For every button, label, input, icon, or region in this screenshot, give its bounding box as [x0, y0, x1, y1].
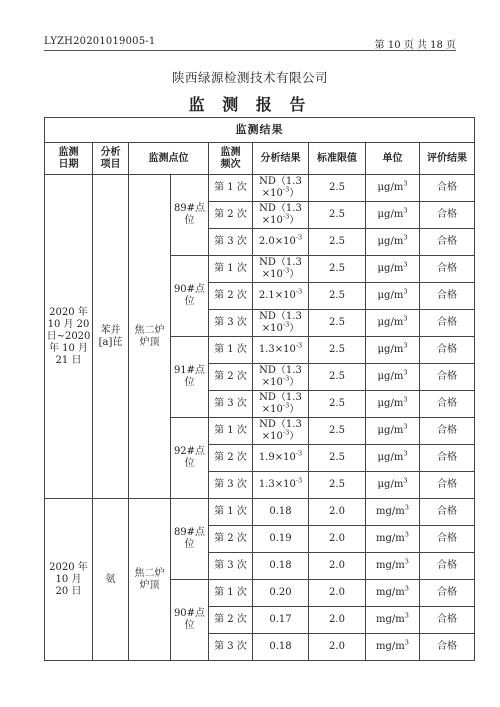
unit-value: μg/m — [377, 371, 404, 382]
frequency-cell: 第 3 次 — [209, 229, 253, 256]
standard-limit-cell: 2.5 — [309, 445, 366, 472]
evaluation-cell: 合格 — [420, 391, 475, 418]
evaluation-cell: 合格 — [420, 283, 475, 310]
result-suffix: ） — [289, 215, 300, 226]
evaluation-cell: 合格 — [420, 256, 475, 283]
unit-cell — [366, 472, 420, 499]
monitoring-point-cell: 90#点位 — [171, 256, 209, 337]
result-exponent: -3 — [282, 266, 290, 275]
unit-cell — [366, 499, 420, 526]
analysis-result-cell — [253, 607, 309, 634]
result-value: 2.1×10 — [258, 290, 296, 301]
table-row — [45, 175, 475, 202]
evaluation-cell: 合格 — [420, 445, 475, 472]
unit-value: μg/m — [377, 236, 404, 247]
document-title: 监 测 报 告 — [188, 95, 312, 114]
col-header-date: 监测 日期 — [45, 143, 93, 175]
analysis-result-cell — [253, 445, 309, 472]
frequency-cell: 第 2 次 — [209, 607, 253, 634]
result-value: 0.18 — [269, 560, 292, 571]
unit-value: mg/m — [376, 533, 405, 544]
page-header — [44, 34, 456, 51]
col-header-location: 监测点位 — [129, 143, 209, 175]
standard-limit-cell: 2.0 — [309, 526, 366, 553]
unit-exponent: 3 — [404, 611, 409, 620]
evaluation-cell: 合格 — [420, 310, 475, 337]
monitoring-date-cell: 2020 年 10 月 20 日~2020 年 10 月 21 日 — [45, 175, 93, 499]
analysis-result-cell — [253, 202, 309, 229]
evaluation-cell: 合格 — [420, 202, 475, 229]
evaluation-cell: 合格 — [420, 418, 475, 445]
monitoring-date-cell: 2020 年 10 月 20 日 — [45, 499, 93, 661]
col-header-limit: 标准限值 — [309, 143, 366, 175]
result-suffix: ） — [289, 323, 300, 334]
result-value: 0.17 — [269, 614, 292, 625]
evaluation-cell: 合格 — [420, 175, 475, 202]
frequency-cell: 第 1 次 — [209, 337, 253, 364]
unit-value: mg/m — [376, 614, 405, 625]
unit-value: mg/m — [376, 560, 405, 571]
unit-cell — [366, 418, 420, 445]
table-row — [45, 499, 475, 526]
analysis-result-cell — [253, 418, 309, 445]
evaluation-cell: 合格 — [420, 499, 475, 526]
standard-limit-cell: 2.5 — [309, 364, 366, 391]
unit-cell — [366, 553, 420, 580]
monitoring-point-cell: 92#点位 — [171, 418, 209, 499]
standard-limit-cell: 2.0 — [309, 607, 366, 634]
unit-exponent: 3 — [403, 260, 408, 269]
result-exponent: -3 — [282, 374, 290, 383]
result-value: 1.3×10 — [258, 479, 296, 490]
unit-cell — [366, 310, 420, 337]
unit-value: μg/m — [377, 182, 404, 193]
monitoring-results-table — [44, 117, 475, 661]
analysis-result-cell — [253, 337, 309, 364]
unit-cell — [366, 283, 420, 310]
frequency-cell: 第 2 次 — [209, 202, 253, 229]
unit-cell — [366, 607, 420, 634]
unit-cell — [366, 229, 420, 256]
unit-value: μg/m — [377, 317, 404, 328]
unit-value: mg/m — [376, 641, 405, 652]
monitoring-point-cell: 89#点位 — [171, 499, 209, 580]
analysis-result-cell — [253, 526, 309, 553]
result-value: 0.19 — [269, 533, 292, 544]
frequency-cell: 第 2 次 — [209, 445, 253, 472]
result-value: ND（1.3 ×10 — [259, 419, 302, 442]
frequency-cell: 第 3 次 — [209, 391, 253, 418]
unit-exponent: 3 — [404, 584, 409, 593]
unit-exponent: 3 — [403, 233, 408, 242]
analysis-result-cell — [253, 256, 309, 283]
evaluation-cell: 合格 — [420, 472, 475, 499]
result-value: 0.20 — [269, 587, 292, 598]
unit-value: μg/m — [377, 425, 404, 436]
result-suffix: ） — [289, 377, 300, 388]
result-value: ND（1.3 ×10 — [259, 257, 302, 280]
result-exponent: -3 — [295, 449, 303, 458]
frequency-cell: 第 1 次 — [209, 499, 253, 526]
unit-cell — [366, 580, 420, 607]
unit-exponent: 3 — [403, 368, 408, 377]
analysis-item-cell: 苯并 [a]芘 — [93, 175, 129, 499]
evaluation-cell: 合格 — [420, 229, 475, 256]
unit-value: μg/m — [377, 479, 404, 490]
unit-exponent: 3 — [404, 638, 409, 647]
standard-limit-cell: 2.5 — [309, 256, 366, 283]
unit-cell — [366, 526, 420, 553]
unit-exponent: 3 — [403, 341, 408, 350]
result-value: 2.0×10 — [258, 236, 296, 247]
company-name: 陕西绿源检测技术有限公司 — [171, 70, 328, 85]
evaluation-cell: 合格 — [420, 337, 475, 364]
analysis-result-cell — [253, 310, 309, 337]
evaluation-cell: 合格 — [420, 364, 475, 391]
frequency-cell: 第 2 次 — [209, 283, 253, 310]
result-suffix: ） — [289, 404, 300, 415]
standard-limit-cell: 2.5 — [309, 337, 366, 364]
unit-exponent: 3 — [403, 395, 408, 404]
result-value: 1.3×10 — [258, 344, 296, 355]
unit-exponent: 3 — [403, 287, 408, 296]
evaluation-cell: 合格 — [420, 634, 475, 661]
analysis-result-cell — [253, 580, 309, 607]
standard-limit-cell: 2.5 — [309, 391, 366, 418]
unit-cell — [366, 391, 420, 418]
unit-cell — [366, 445, 420, 472]
unit-cell — [366, 202, 420, 229]
monitoring-point-cell: 89#点位 — [171, 175, 209, 256]
evaluation-cell: 合格 — [420, 607, 475, 634]
monitoring-point-cell: 91#点位 — [171, 337, 209, 418]
col-header-result: 分析结果 — [253, 143, 309, 175]
unit-cell — [366, 364, 420, 391]
result-value: ND（1.3 ×10 — [259, 176, 302, 199]
standard-limit-cell: 2.5 — [309, 310, 366, 337]
unit-cell — [366, 256, 420, 283]
page-indicator: 第 10 页 共 18 页 — [374, 40, 456, 51]
result-exponent: -3 — [295, 233, 303, 242]
result-suffix: ） — [289, 188, 300, 199]
frequency-cell: 第 2 次 — [209, 526, 253, 553]
unit-value: μg/m — [377, 263, 404, 274]
standard-limit-cell: 2.5 — [309, 202, 366, 229]
result-value: 0.18 — [269, 641, 292, 652]
unit-exponent: 3 — [403, 449, 408, 458]
analysis-item-cell: 氨 — [93, 499, 129, 661]
frequency-cell: 第 1 次 — [209, 175, 253, 202]
frequency-cell: 第 2 次 — [209, 364, 253, 391]
table-caption: 监测结果 — [45, 118, 475, 143]
unit-value: mg/m — [376, 587, 405, 598]
result-value: 0.18 — [269, 506, 292, 517]
analysis-result-cell — [253, 553, 309, 580]
table-header-row — [45, 143, 475, 175]
analysis-result-cell — [253, 364, 309, 391]
unit-exponent: 3 — [403, 422, 408, 431]
frequency-cell: 第 3 次 — [209, 634, 253, 661]
frequency-cell: 第 3 次 — [209, 553, 253, 580]
col-header-frequency: 监测 频次 — [209, 143, 253, 175]
unit-cell — [366, 634, 420, 661]
unit-value: μg/m — [377, 398, 404, 409]
analysis-result-cell — [253, 472, 309, 499]
evaluation-cell: 合格 — [420, 553, 475, 580]
result-suffix: ） — [289, 269, 300, 280]
frequency-cell: 第 1 次 — [209, 580, 253, 607]
result-value: ND（1.3 ×10 — [259, 365, 302, 388]
monitoring-point-cell: 90#点位 — [171, 580, 209, 661]
unit-value: μg/m — [377, 452, 404, 463]
unit-exponent: 3 — [404, 557, 409, 566]
unit-cell — [366, 175, 420, 202]
result-exponent: -3 — [282, 401, 290, 410]
analysis-result-cell — [253, 175, 309, 202]
location-cell: 焦二炉 炉顶 — [129, 499, 171, 661]
standard-limit-cell: 2.5 — [309, 418, 366, 445]
unit-exponent: 3 — [403, 476, 408, 485]
location-cell: 焦二炉 炉顶 — [129, 175, 171, 499]
result-value: 1.9×10 — [258, 452, 296, 463]
frequency-cell: 第 3 次 — [209, 472, 253, 499]
result-exponent: -3 — [282, 185, 290, 194]
result-exponent: -3 — [282, 428, 290, 437]
unit-exponent: 3 — [403, 179, 408, 188]
analysis-result-cell — [253, 634, 309, 661]
standard-limit-cell: 2.0 — [309, 553, 366, 580]
report-number: LYZH20201019005-1 — [44, 36, 156, 47]
col-header-unit: 单位 — [366, 143, 420, 175]
frequency-cell: 第 1 次 — [209, 256, 253, 283]
analysis-result-cell — [253, 283, 309, 310]
standard-limit-cell: 2.0 — [309, 499, 366, 526]
result-value: ND（1.3 ×10 — [259, 311, 302, 334]
standard-limit-cell: 2.0 — [309, 580, 366, 607]
unit-cell — [366, 337, 420, 364]
result-exponent: -3 — [295, 341, 303, 350]
frequency-cell: 第 1 次 — [209, 418, 253, 445]
col-header-evaluation: 评价结果 — [420, 143, 475, 175]
evaluation-cell: 合格 — [420, 526, 475, 553]
result-exponent: -3 — [282, 212, 290, 221]
unit-exponent: 3 — [404, 503, 409, 512]
unit-value: μg/m — [377, 344, 404, 355]
unit-exponent: 3 — [403, 206, 408, 215]
result-exponent: -3 — [295, 476, 303, 485]
result-exponent: -3 — [295, 287, 303, 296]
unit-value: μg/m — [377, 209, 404, 220]
analysis-result-cell — [253, 229, 309, 256]
unit-value: μg/m — [377, 290, 404, 301]
standard-limit-cell: 2.5 — [309, 175, 366, 202]
result-value: ND（1.3 ×10 — [259, 392, 302, 415]
evaluation-cell: 合格 — [420, 580, 475, 607]
analysis-result-cell — [253, 391, 309, 418]
unit-exponent: 3 — [404, 530, 409, 539]
frequency-cell: 第 3 次 — [209, 310, 253, 337]
unit-exponent: 3 — [403, 314, 408, 323]
result-exponent: -3 — [282, 320, 290, 329]
unit-value: mg/m — [376, 506, 405, 517]
standard-limit-cell: 2.5 — [309, 283, 366, 310]
standard-limit-cell: 2.0 — [309, 634, 366, 661]
result-suffix: ） — [289, 431, 300, 442]
analysis-result-cell — [253, 499, 309, 526]
standard-limit-cell: 2.5 — [309, 229, 366, 256]
col-header-item: 分析 项目 — [93, 143, 129, 175]
result-value: ND（1.3 ×10 — [259, 203, 302, 226]
standard-limit-cell: 2.5 — [309, 472, 366, 499]
